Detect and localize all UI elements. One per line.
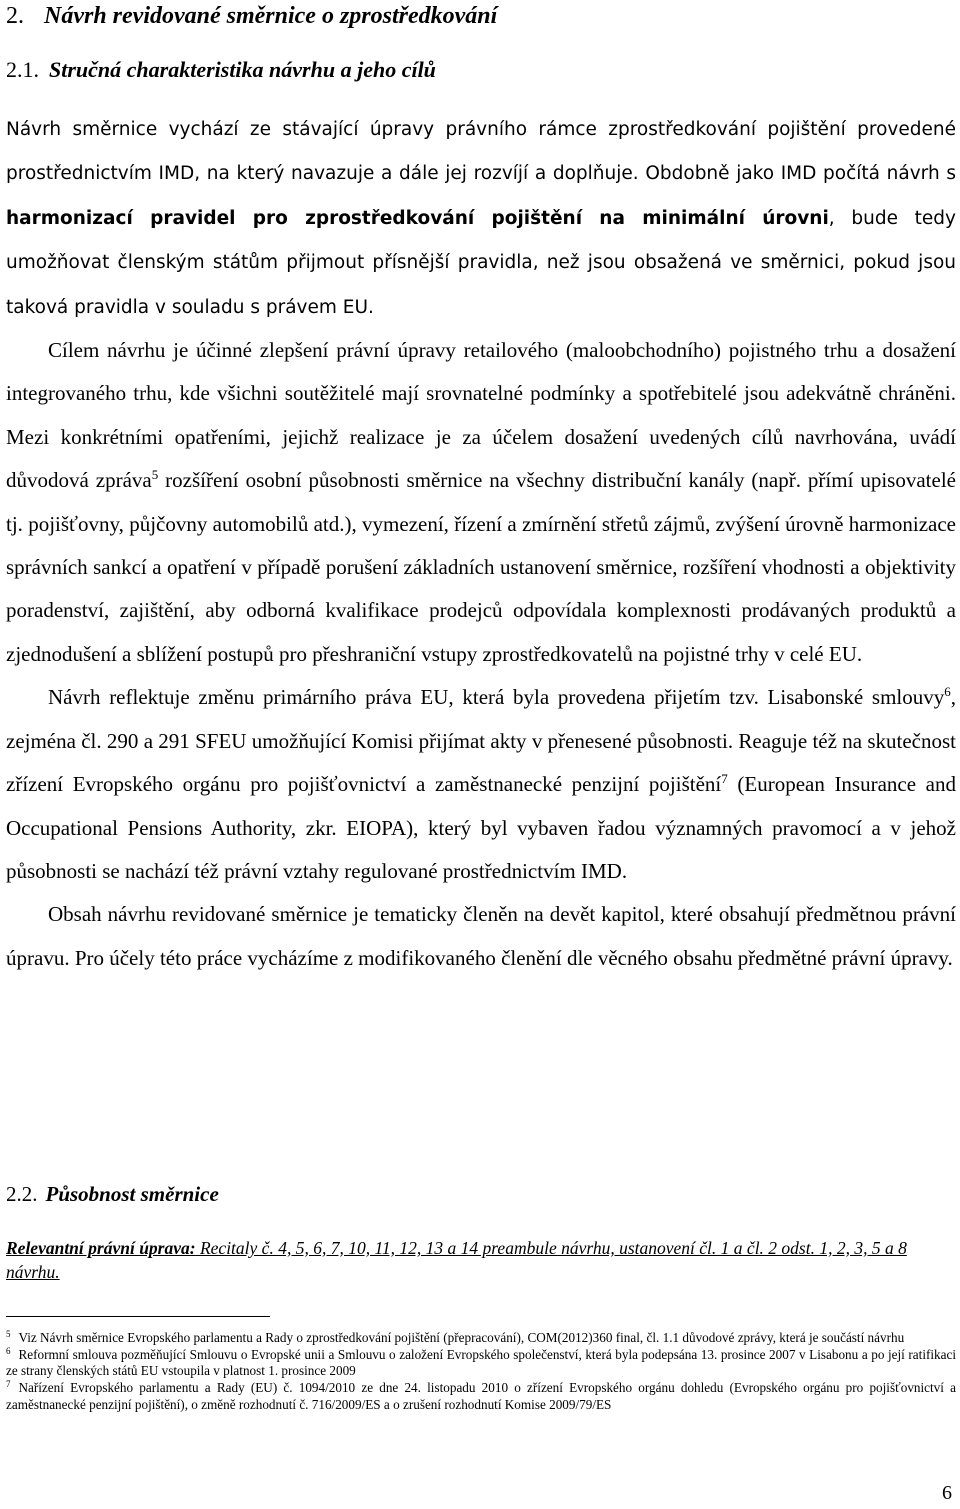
section-number: 2.1. [6, 57, 39, 82]
relevant-legislation-label: Relevantní právní úprava: [6, 1238, 196, 1258]
footnote-ref-6[interactable]: 6 [944, 684, 951, 700]
footnote-6-text: Reformní smlouva pozměňující Smlouvu o Evropské unii a Smlouvu o založení Evropského společenství, která byla podepsána 13. prosince 2007 v Lisabonu a po její ratifikaci ze strany členských států EU vstoupila v platnost 1. prosince 2009 [6, 1346, 956, 1379]
footnote-5 [6, 1330, 956, 1347]
relevant-legislation [6, 1236, 956, 1284]
chapter-number: 2. [6, 3, 24, 29]
footnote-ref-5[interactable]: 5 [151, 467, 159, 483]
footnote-separator [6, 1316, 270, 1317]
footnote-6 [6, 1347, 956, 1380]
paragraph-3-part3: (European Insurance and Occupational Pensions Authority, zkr. EIOPA), který byl vybaven řadou významných pravomocí a v jehož působnosti se nachází též právní vztahy regulované prostřednictvím IMD. [6, 772, 956, 883]
paragraph-4: Obsah návrhu revidované směrnice je tematicky členěn na devět kapitol, které obsahují předmětnou právní úpravu. Pro účely této práce vycházíme z modifikovaného členění dle věcného obsahu předmětné právní úpravy. [6, 902, 956, 970]
section-title: Stručná charakteristika návrhu a jeho cílů [49, 57, 436, 82]
paragraph-1-lead: Návrh směrnice vychází ze stávající úpravy právního rámce zprostředkování pojištění provedené prostřednictvím IMD, na který navazuje a dále jej rozvíjí a doplňuje. Obdobně jako IMD počítá návrh s [6, 119, 956, 185]
subsection-heading [6, 1181, 219, 1207]
footnote-6-number: 6 [6, 1345, 11, 1356]
body-text [6, 107, 956, 980]
footnote-5-text: Viz Návrh směrnice Evropského parlamentu a Rady o zprostředkování pojištění (přepracování), COM(2012)360 final, čl. 1.1 důvodové zprávy, která je součástí návrhu [18, 1330, 905, 1345]
footnote-7 [6, 1380, 956, 1413]
footnote-ref-7[interactable]: 7 [721, 771, 728, 787]
footnotes [6, 1330, 956, 1414]
page-number: 6 [942, 1482, 952, 1504]
paragraph-1-rest: , bude tedy umožňovat členským státům přijmout přísnější pravidla, než jsou obsažená ve směrnici, pokud jsou taková pravidla v souladu s právem EU. [6, 207, 956, 318]
paragraph-2-part1: Cílem návrhu je účinné zlepšení právní úpravy retailového (maloobchodního) pojistného trhu a dosažení integrovaného trhu, kde všichni soutěžitelé mají srovnatelné podmínky a spotřebitelé jsou adekvátně chráněni. Mezi konkrétními opatřeními, jejichž realizace je za účelem dosažení uvedených cílů navrhována, uvádí důvodová zpráva [6, 338, 956, 493]
footnote-7-text: Nařízení Evropského parlamentu a Rady (EU) č. 1094/2010 ze dne 24. listopadu 2010 o zřízení Evropského orgánu dohledu (Evropského orgánu pro pojišťovnictví a zaměstnanecké penzijní pojištění), o změně rozhodnutí č. 716/2009/ES a o zrušení rozhodnutí Komise 2009/79/ES [6, 1380, 956, 1412]
relevant-legislation-text: Recitaly č. 4, 5, 6, 7, 10, 11, 12, 13 a 14 preambule návrhu, ustanovení čl. 1 a čl. 2 odst. 1, 2, 3, 5 a 8 návrhu. [6, 1238, 907, 1282]
footnote-5-number: 5 [6, 1329, 11, 1339]
chapter-title: Návrh revidované směrnice o zprostředkování [44, 3, 498, 29]
paragraph-1-bold: harmonizací pravidel pro zprostředkování pojištění na minimální úrovni [6, 207, 829, 229]
paragraph-2 [6, 329, 956, 676]
paragraph-1 [6, 107, 956, 329]
paragraph-3-part1: Návrh reflektuje změnu primárního práva EU, která byla provedena přijetím tzv. Lisabonské smlouvy [48, 685, 945, 710]
subsection-number: 2.2. [6, 1182, 38, 1206]
footnote-7-number: 7 [6, 1379, 11, 1390]
paragraph-2-part2: rozšíření osobní působnosti směrnice na všechny distribuční kanály (např. přímí upisovatelé tj. pojišťovny, půjčovny automobilů atd.), vymezení, řízení a zmírnění střetů zájmů, zvýšení úrovně harmonizace správních sankcí a opatření v případě porušení základních ustanovení směrnice, rozšíření vhodnosti a objektivity poradenství, zajištění, aby odborná kvalifikace prodejců odpovídala komplexnosti prodávaných produktů a zjednodušení a sblížení postupů pro přeshraniční vstupy zprostředkovatelů na pojistné trhy v celé EU. [6, 468, 956, 666]
chapter-heading [6, 2, 497, 30]
paragraph-3-part2: , zejména čl. 290 a 291 SFEU umožňující Komisi přijímat akty v přenesené působnosti. Reaguje též na skutečnost zřízení Evropského orgánu pro pojišťovnictví a zaměstnanecké penzijní pojištění [6, 685, 956, 797]
paragraph-3 [6, 676, 956, 893]
section-heading [6, 57, 436, 83]
subsection-title: Působnost směrnice [45, 1182, 219, 1206]
